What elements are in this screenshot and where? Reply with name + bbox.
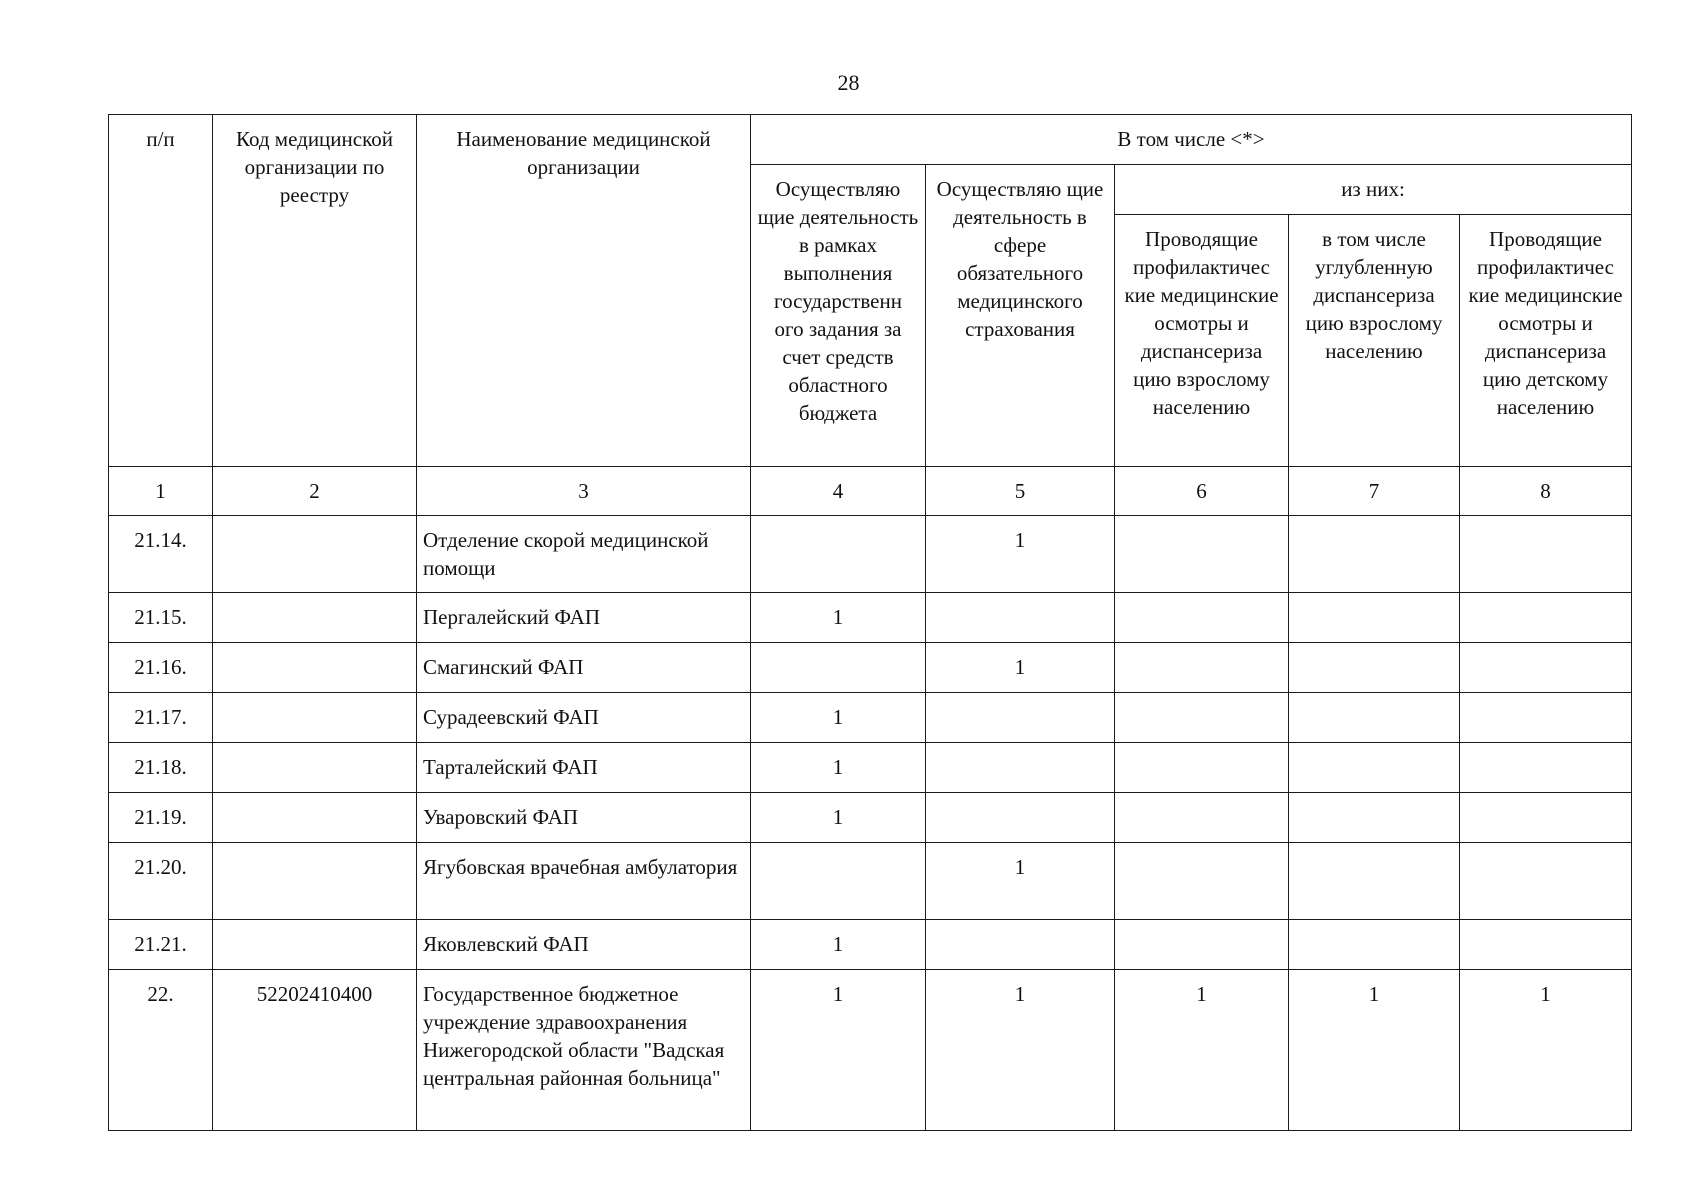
table-row xyxy=(109,843,1632,920)
row-code xyxy=(213,593,417,643)
row-col5 xyxy=(926,693,1115,743)
row-num: 22. xyxy=(109,970,213,1131)
row-col5 xyxy=(926,593,1115,643)
row-col7 xyxy=(1289,516,1460,593)
row-code xyxy=(213,920,417,970)
table-row xyxy=(109,693,1632,743)
row-col7 xyxy=(1289,693,1460,743)
row-col5: 1 xyxy=(926,970,1115,1131)
row-name: Яковлевский ФАП xyxy=(417,920,751,970)
row-col6 xyxy=(1115,693,1289,743)
row-num: 21.18. xyxy=(109,743,213,793)
row-col4: 1 xyxy=(751,793,926,843)
row-col6 xyxy=(1115,516,1289,593)
row-col7: 1 xyxy=(1289,970,1460,1131)
row-col4 xyxy=(751,843,926,920)
row-col6: 1 xyxy=(1115,970,1289,1131)
row-col4: 1 xyxy=(751,970,926,1131)
row-num: 21.16. xyxy=(109,643,213,693)
row-col8 xyxy=(1460,920,1632,970)
row-col8: 1 xyxy=(1460,970,1632,1131)
row-code xyxy=(213,643,417,693)
row-num: 21.20. xyxy=(109,843,213,920)
table-row xyxy=(109,643,1632,693)
row-col7 xyxy=(1289,743,1460,793)
row-col7 xyxy=(1289,643,1460,693)
column-number: 7 xyxy=(1289,467,1460,516)
medical-organizations-table xyxy=(108,114,1632,1131)
row-col7 xyxy=(1289,793,1460,843)
row-name: Отделение скорой медицинской помощи xyxy=(417,516,751,593)
column-number: 8 xyxy=(1460,467,1632,516)
header-deep-adult: в том числе углубленную диспансериза цию взрослому населению xyxy=(1289,215,1460,467)
row-code xyxy=(213,693,417,743)
row-col6 xyxy=(1115,593,1289,643)
header-of-them: из них: xyxy=(1115,165,1632,215)
column-number: 4 xyxy=(751,467,926,516)
table-row xyxy=(109,920,1632,970)
table-row xyxy=(109,743,1632,793)
table-row xyxy=(109,970,1632,1131)
row-code xyxy=(213,843,417,920)
row-col5 xyxy=(926,920,1115,970)
row-col4 xyxy=(751,516,926,593)
row-num: 21.15. xyxy=(109,593,213,643)
row-col8 xyxy=(1460,593,1632,643)
column-number: 6 xyxy=(1115,467,1289,516)
row-col4: 1 xyxy=(751,693,926,743)
column-number: 1 xyxy=(109,467,213,516)
row-code: 52202410400 xyxy=(213,970,417,1131)
row-num: 21.14. xyxy=(109,516,213,593)
row-col5 xyxy=(926,793,1115,843)
row-col4: 1 xyxy=(751,743,926,793)
row-col4: 1 xyxy=(751,593,926,643)
row-col8 xyxy=(1460,643,1632,693)
row-col6 xyxy=(1115,920,1289,970)
row-name: Ягубовская врачебная амбулатория xyxy=(417,843,751,920)
row-code xyxy=(213,516,417,593)
row-num: 21.21. xyxy=(109,920,213,970)
header-num: п/п xyxy=(109,115,213,467)
header-state-task: Осуществляю щие деятельность в рамках выполнения государственн ого задания за счет средств областного бюджета xyxy=(751,165,926,467)
column-number: 5 xyxy=(926,467,1115,516)
row-col7 xyxy=(1289,843,1460,920)
table-row xyxy=(109,593,1632,643)
row-col6 xyxy=(1115,743,1289,793)
row-col6 xyxy=(1115,643,1289,693)
column-number: 3 xyxy=(417,467,751,516)
row-name: Государственное бюджетное учреждение здравоохранения Нижегородской области "Вадская центральная районная больница" xyxy=(417,970,751,1131)
header-name: Наименование медицинской организации xyxy=(417,115,751,467)
row-code xyxy=(213,793,417,843)
row-name: Тарталейский ФАП xyxy=(417,743,751,793)
row-col5: 1 xyxy=(926,843,1115,920)
row-col7 xyxy=(1289,920,1460,970)
column-numbers-row xyxy=(109,467,1632,516)
row-col5: 1 xyxy=(926,516,1115,593)
row-col7 xyxy=(1289,593,1460,643)
row-col5 xyxy=(926,743,1115,793)
page-number: 28 xyxy=(837,70,860,95)
row-name: Смагинский ФАП xyxy=(417,643,751,693)
row-col6 xyxy=(1115,843,1289,920)
row-col8 xyxy=(1460,743,1632,793)
row-col4 xyxy=(751,643,926,693)
header-code: Код медицинской организации по реестру xyxy=(213,115,417,467)
row-col8 xyxy=(1460,793,1632,843)
row-code xyxy=(213,743,417,793)
header-prof-child: Проводящие профилактичес кие медицинские осмотры и диспансериза цию детскому населению xyxy=(1460,215,1632,467)
row-col4: 1 xyxy=(751,920,926,970)
row-col8 xyxy=(1460,516,1632,593)
row-name: Уваровский ФАП xyxy=(417,793,751,843)
header-oms: Осуществляю щие деятельность в сфере обязательного медицинского страхования xyxy=(926,165,1115,467)
row-num: 21.17. xyxy=(109,693,213,743)
row-col6 xyxy=(1115,793,1289,843)
row-name: Сурадеевский ФАП xyxy=(417,693,751,743)
row-col8 xyxy=(1460,843,1632,920)
row-col5: 1 xyxy=(926,643,1115,693)
row-name: Пергалейский ФАП xyxy=(417,593,751,643)
column-number: 2 xyxy=(213,467,417,516)
header-prof-adult: Проводящие профилактичес кие медицинские осмотры и диспансериза цию взрослому населению xyxy=(1115,215,1289,467)
table-row xyxy=(109,793,1632,843)
table-row xyxy=(109,516,1632,593)
row-col8 xyxy=(1460,693,1632,743)
header-including: В том числе <*> xyxy=(751,115,1632,165)
row-num: 21.19. xyxy=(109,793,213,843)
